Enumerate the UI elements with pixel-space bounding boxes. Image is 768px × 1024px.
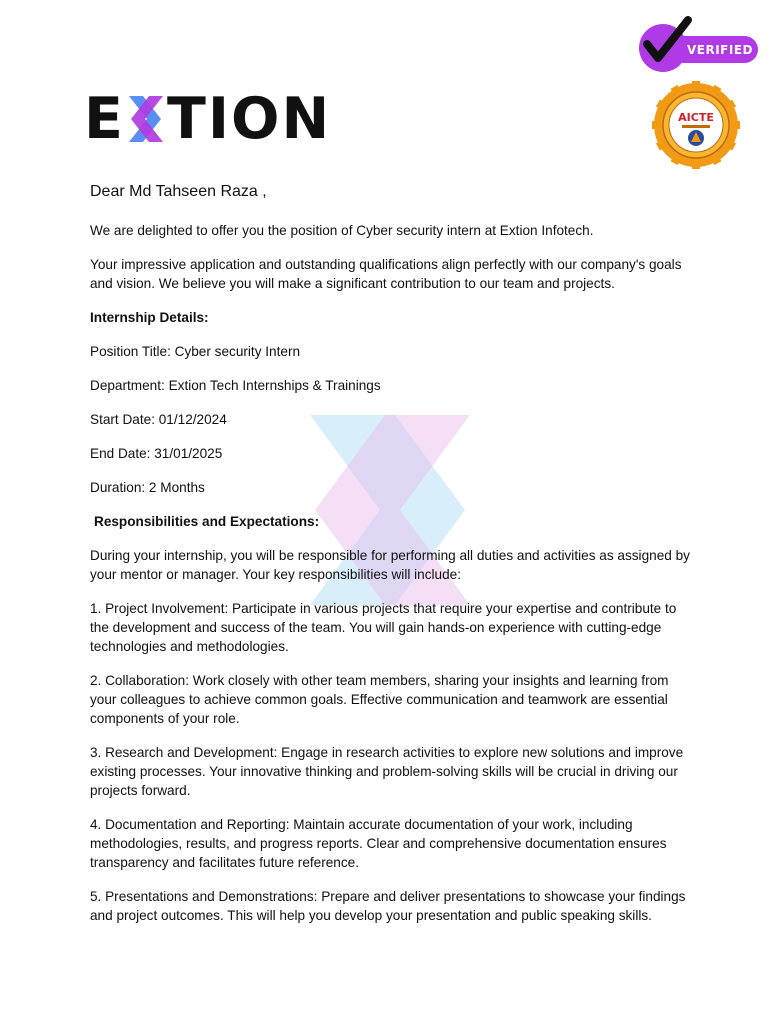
logo-text-left: E bbox=[84, 85, 125, 152]
responsibilities-intro: During your internship, you will be responsible for performing all duties and activities as assigned by your mentor or manager. Your key responsibilities will include: bbox=[90, 548, 690, 582]
position-title: Position Title: Cyber security Intern bbox=[90, 344, 301, 359]
salutation: Dear Md Tahseen Raza , bbox=[90, 183, 267, 200]
logo-text-right: TION bbox=[166, 85, 332, 152]
responsibility-item: 4. Documentation and Reporting: Maintain accurate documentation of your work, including methodologies, results, and progress reports. Clear and comprehensive documentation ensures transparency and facilitates future reference. bbox=[90, 817, 667, 870]
aicte-seal bbox=[652, 81, 740, 169]
letter-body bbox=[90, 221, 690, 940]
responsibility-item: 1. Project Involvement: Participate in various projects that require your expertise and contribute to the development and success of the team. You will gain hands-on experience with cutting-edge technologies and methodologies. bbox=[90, 601, 677, 654]
internship-details-heading: Internship Details: bbox=[90, 310, 209, 325]
responsibility-item: 2. Collaboration: Work closely with other team members, sharing your insights and learning from your colleagues to achieve common goals. Effective communication and teamwork are essential components of your role. bbox=[90, 673, 669, 726]
duration: Duration: 2 Months bbox=[90, 480, 205, 495]
logo-x-mark-icon bbox=[127, 96, 165, 142]
responsibilities-heading: Responsibilities and Expectations: bbox=[94, 514, 320, 529]
department: Department: Extion Tech Internships & Trainings bbox=[90, 378, 381, 393]
start-date: Start Date: 01/12/2024 bbox=[90, 412, 227, 427]
responsibility-item: 5. Presentations and Demonstrations: Prepare and deliver presentations to showcase your findings and project outcomes. This will help you develop your presentation and public speaking skills. bbox=[90, 889, 686, 923]
aicte-label: AICTE bbox=[678, 111, 714, 124]
company-logo bbox=[84, 85, 332, 152]
verified-label: VERIFIED bbox=[686, 43, 754, 57]
intro-paragraph: We are delighted to offer you the position of Cyber security intern at Extion Infotech. bbox=[90, 223, 594, 238]
end-date: End Date: 31/01/2025 bbox=[90, 446, 223, 461]
intro-paragraph-2: Your impressive application and outstanding qualifications align perfectly with our company's goals and vision. We believe you will make a significant contribution to our team and projects. bbox=[90, 257, 682, 291]
verified-badge bbox=[636, 14, 760, 76]
responsibility-item: 3. Research and Development: Engage in research activities to explore new solutions and improve existing processes. Your innovative thinking and problem-solving skills will be crucial in driving our projects forward. bbox=[90, 745, 684, 798]
